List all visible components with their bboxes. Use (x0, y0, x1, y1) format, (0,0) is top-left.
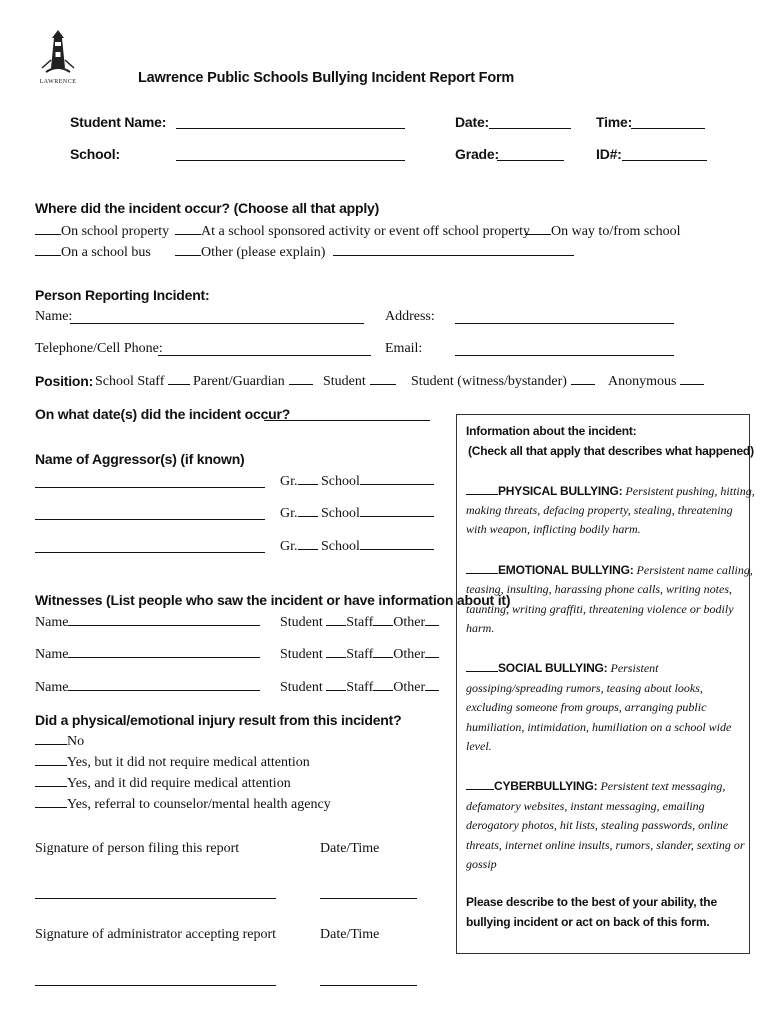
grade-label: Grade: (455, 146, 499, 162)
checkbox-blank[interactable] (425, 614, 439, 626)
checkbox-blank[interactable] (425, 679, 439, 691)
admin-signature-label: Signature of administrator accepting report (35, 927, 277, 942)
emotional-desc: teasing, insulting, harassing phone calls, writing notes, (466, 582, 733, 596)
checkbox-blank[interactable] (35, 796, 67, 808)
physical-desc: making threats, defacing property, stealing, threatening (466, 503, 733, 517)
id-label: ID#: (596, 146, 622, 162)
info-heading: Information about the incident: (466, 424, 637, 438)
injury-option-no[interactable]: No (35, 733, 84, 750)
location-question: Where did the incident occur? (Choose all that apply) (35, 200, 380, 216)
checkbox-blank[interactable] (373, 679, 393, 691)
logo-wordmark: LAWRENCE (39, 79, 77, 85)
location-option-way-to-from[interactable]: On way to/from school (525, 223, 680, 240)
aggressor-name-field[interactable] (35, 552, 265, 553)
social-desc: excluding someone from groups, arranging public (466, 700, 707, 714)
incident-info-box (456, 414, 755, 954)
closing-instruction: Please describe to the best of your ability, the (466, 895, 717, 909)
injury-option-medical[interactable]: Yes, and it did require medical attention (35, 775, 291, 792)
witness-row: Name (35, 614, 260, 631)
lighthouse-icon (38, 28, 78, 76)
checkbox-blank[interactable] (326, 646, 346, 658)
social-desc: level. (466, 739, 492, 753)
id-field[interactable] (622, 160, 707, 161)
reporter-phone-label: Telephone/Cell Phone: (35, 341, 163, 356)
checkbox-blank[interactable] (326, 679, 346, 691)
emotional-bullying-option[interactable]: EMOTIONAL BULLYING: Persistent name calling, (466, 561, 753, 580)
closing-instruction: bullying incident or act on back of this form. (466, 915, 710, 929)
cyber-desc: defamatory websites, instant messaging, emailing (466, 799, 705, 813)
filer-signature-field[interactable] (35, 898, 276, 899)
cyberbullying-option[interactable]: CYBERBULLYING: Persistent text messaging, (466, 777, 725, 796)
checkbox-blank[interactable] (35, 244, 61, 256)
time-label: Time: (596, 114, 633, 130)
witnesses-heading: Witnesses (List people who saw the incident or have information about it) (35, 592, 511, 608)
injury-option-no-medical[interactable]: Yes, but it did not require medical attention (35, 754, 310, 771)
checkbox-blank[interactable] (175, 244, 201, 256)
admin-datetime-field[interactable] (320, 985, 417, 986)
position-student[interactable]: Student (323, 373, 396, 390)
location-option-other[interactable]: Other (please explain) (175, 244, 574, 261)
student-name-label: Student Name: (70, 114, 167, 130)
reporter-address-label: Address: (385, 309, 435, 324)
physical-bullying-option[interactable]: PHYSICAL BULLYING: Persistent pushing, hitting, (466, 482, 755, 501)
position-label: Position: (35, 373, 94, 389)
physical-desc: with weapon, inflicting bodily harm. (466, 522, 641, 536)
filer-datetime-label: Date/Time (320, 841, 380, 856)
aggressor-school-field[interactable] (360, 473, 434, 485)
cyber-desc: threats, internet online insults, rumors, slander, sexting or (466, 838, 745, 852)
checkbox-blank[interactable] (289, 373, 313, 385)
school-field[interactable] (176, 160, 405, 161)
aggressor-school-field[interactable] (360, 505, 434, 517)
witness-row: Name (35, 679, 260, 696)
position-anonymous[interactable]: Anonymous (608, 373, 704, 390)
reporter-phone-field[interactable] (158, 355, 371, 356)
position-school-staff[interactable]: School Staff (95, 373, 190, 390)
grade-field[interactable] (497, 160, 564, 161)
emotional-desc: harm. (466, 621, 495, 635)
emotional-desc: taunting, writing graffiti, threatening violence or bodily (466, 602, 734, 616)
checkbox-blank[interactable] (373, 614, 393, 626)
checkbox-blank[interactable] (680, 373, 704, 385)
checkbox-blank[interactable] (373, 646, 393, 658)
aggressor-name-field[interactable] (35, 487, 265, 488)
social-bullying-option[interactable]: SOCIAL BULLYING: Persistent (466, 659, 658, 678)
reporter-name-field[interactable] (70, 323, 364, 324)
form-title: Lawrence Public Schools Bullying Incident Report Form (138, 70, 515, 86)
checkbox-blank[interactable] (425, 646, 439, 658)
time-field[interactable] (631, 128, 705, 129)
checkbox-blank[interactable] (466, 562, 498, 574)
checkbox-blank[interactable] (35, 775, 67, 787)
school-logo (38, 28, 78, 84)
checkbox-blank[interactable] (466, 660, 498, 672)
injury-question: Did a physical/emotional injury result from this incident? (35, 712, 402, 728)
date-field[interactable] (489, 128, 571, 129)
aggressor-grade-school: Gr. School (280, 538, 434, 555)
incident-dates-field[interactable] (264, 420, 430, 421)
aggressor-name-field[interactable] (35, 519, 265, 520)
checkbox-blank[interactable] (35, 223, 61, 235)
reporter-address-field[interactable] (455, 323, 674, 324)
checkbox-blank[interactable] (35, 754, 67, 766)
checkbox-blank[interactable] (35, 733, 67, 745)
location-option-school-property[interactable]: On school property (35, 223, 169, 240)
info-subheading: (Check all that apply that describes what happened) (468, 444, 754, 458)
aggressor-grade-school: Gr. School (280, 473, 434, 490)
social-desc: gossiping/spreading rumors, teasing about looks, (466, 681, 703, 695)
witness-role: Student Staff Other (280, 646, 439, 663)
admin-signature-field[interactable] (35, 985, 276, 986)
checkbox-blank[interactable] (370, 373, 396, 385)
witness-name-field[interactable] (68, 614, 260, 626)
aggressor-grade-field[interactable] (298, 505, 318, 517)
witness-row: Name (35, 646, 260, 663)
date-label: Date: (455, 114, 490, 130)
reporter-heading: Person Reporting Incident: (35, 287, 210, 303)
reporter-email-label: Email: (385, 341, 423, 356)
aggressor-school-field[interactable] (360, 538, 434, 550)
location-option-school-bus[interactable]: On a school bus (35, 244, 151, 261)
position-parent-guardian[interactable]: Parent/Guardian (193, 373, 313, 390)
reporter-email-field[interactable] (455, 355, 674, 356)
injury-option-referral[interactable]: Yes, referral to counselor/mental health agency (35, 796, 331, 813)
reporter-name-label: Name: (35, 309, 73, 324)
filer-datetime-field[interactable] (320, 898, 417, 899)
position-witness[interactable]: Student (witness/bystander) (411, 373, 595, 390)
checkbox-blank[interactable] (571, 373, 595, 385)
aggressor-grade-school: Gr. School (280, 505, 434, 522)
witness-role: Student Staff Other (280, 679, 439, 696)
filer-signature-label: Signature of person filing this report (35, 841, 240, 856)
checkbox-blank[interactable] (466, 483, 498, 495)
witness-name-field[interactable] (68, 679, 260, 691)
checkbox-blank[interactable] (326, 614, 346, 626)
checkbox-blank[interactable] (466, 778, 494, 790)
location-option-sponsored-activity[interactable]: At a school sponsored activity or event off school property (175, 223, 530, 240)
witness-name-field[interactable] (68, 646, 260, 658)
social-desc: humiliation, intimidation, humiliation on a school wide (466, 720, 732, 734)
aggressor-grade-field[interactable] (298, 473, 318, 485)
other-explain-field[interactable] (333, 244, 574, 256)
checkbox-blank[interactable] (168, 373, 190, 385)
cyber-desc: derogatory photos, hit lists, stealing passwords, online (466, 818, 729, 832)
aggressor-grade-field[interactable] (298, 538, 318, 550)
witness-role: Student Staff Other (280, 614, 439, 631)
aggressor-heading: Name of Aggressor(s) (if known) (35, 451, 245, 467)
admin-datetime-label: Date/Time (320, 927, 380, 942)
checkbox-blank[interactable] (525, 223, 551, 235)
student-name-field[interactable] (176, 128, 405, 129)
cyber-desc: gossip (466, 857, 497, 871)
checkbox-blank[interactable] (175, 223, 201, 235)
incident-dates-question: On what date(s) did the incident occur? (35, 406, 291, 422)
school-label: School: (70, 146, 120, 162)
